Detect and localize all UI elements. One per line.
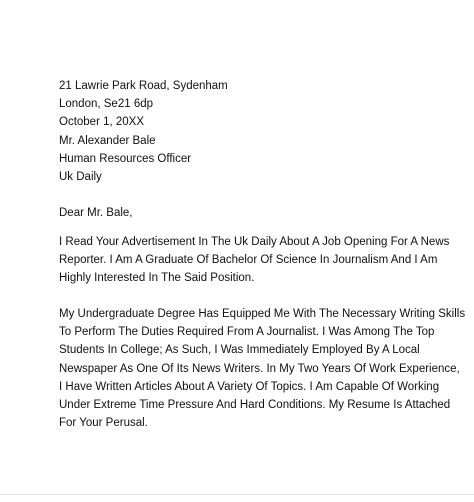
recipient-title: Human Resources Officer	[59, 152, 192, 165]
paragraph-line: Reporter. I Am A Graduate Of Bachelor Of Science In Journalism And I Am	[59, 254, 438, 267]
paragraph-line: My Undergraduate Degree Has Equipped Me With The Necessary Writing Skills	[59, 308, 466, 320]
paragraph-line: Students In College; As Such, I Was Immediately Employed By A Local	[59, 344, 420, 357]
paragraph-line: Newspaper As One Of Its News Writers. In My Two Years Of Work Experience,	[59, 362, 460, 375]
paragraph-line: Highly Interested In The Said Position.	[59, 272, 255, 285]
letter-date: October 1, 20XX	[59, 116, 145, 129]
paragraph-introduction	[59, 233, 450, 288]
recipient-name: Mr. Alexander Bale	[59, 134, 156, 147]
recipient-company: Uk Daily	[59, 171, 102, 184]
address-line-street: 21 Lawrie Park Road, Sydenham	[59, 80, 228, 92]
salutation: Dear Mr. Bale,	[59, 207, 133, 219]
paragraph-qualifications	[59, 305, 466, 432]
paragraph-line: I Read Your Advertisement In The Uk Daily About A Job Opening For A News	[59, 236, 450, 248]
paragraph-line: For Your Perusal.	[59, 417, 148, 430]
address-line-city: London, Se21 6dp	[59, 98, 154, 111]
page-bottom-divider	[0, 494, 474, 495]
sender-recipient-address-block	[59, 77, 429, 186]
paragraph-line: To Perform The Duties Required From A Journalist. I Was Among The Top	[59, 326, 435, 339]
paragraph-line: Under Extreme Time Pressure And Hard Conditions. My Resume Is Attached	[59, 398, 451, 411]
paragraph-line: I Have Written Articles About A Variety Of Topics. I Am Capable Of Working	[59, 380, 440, 393]
